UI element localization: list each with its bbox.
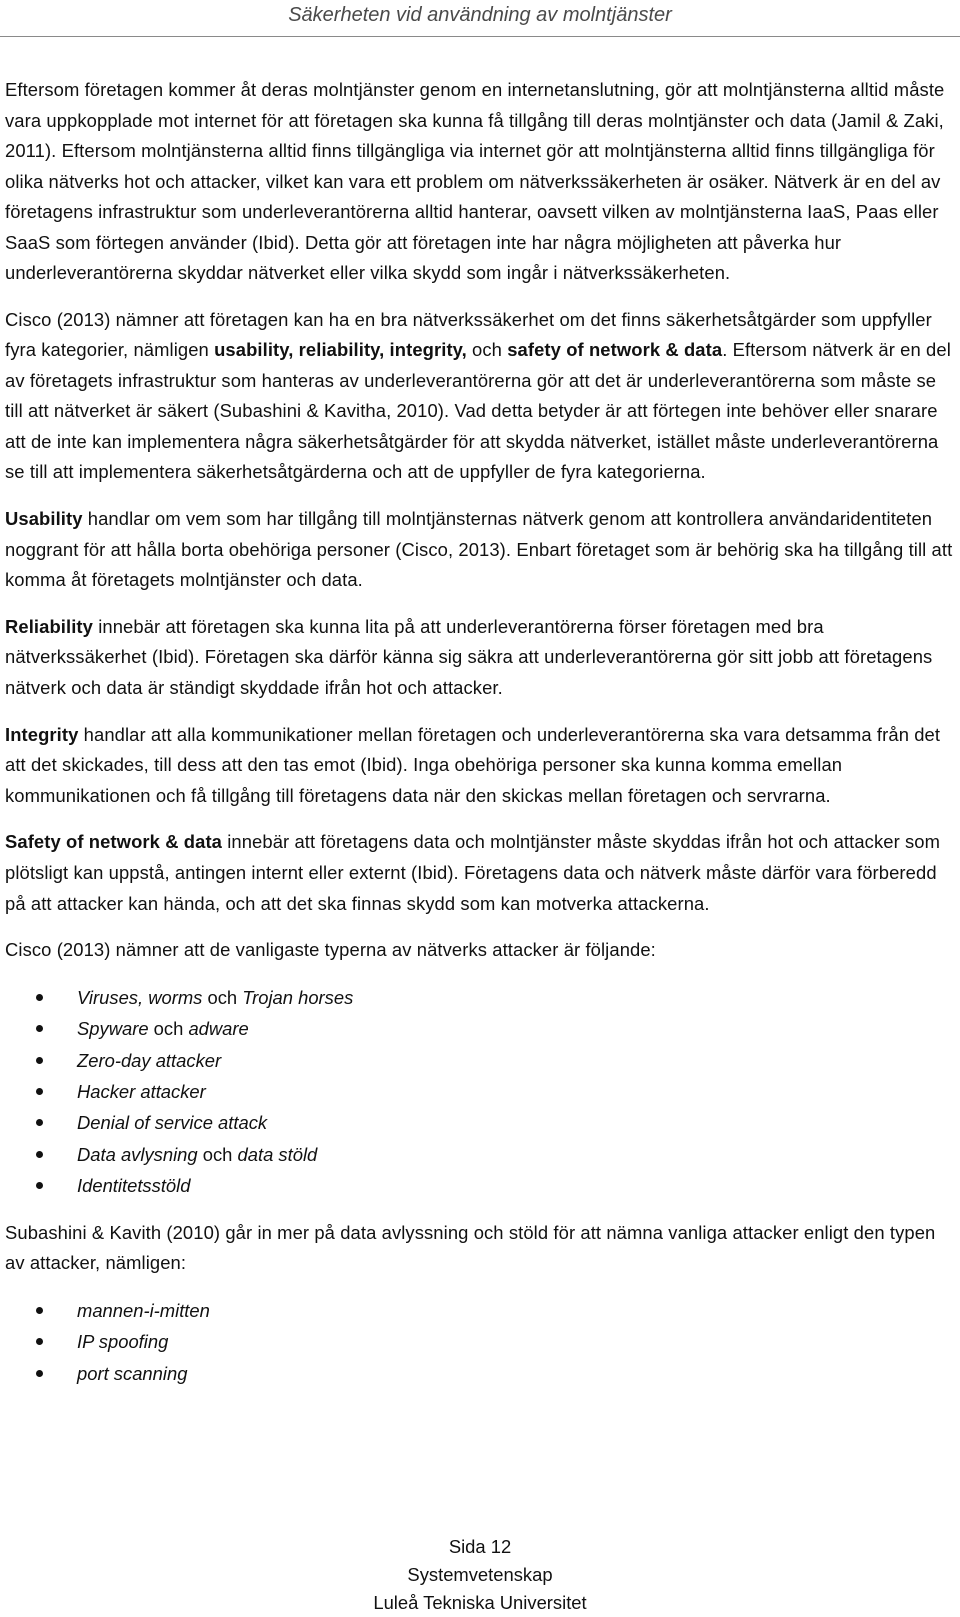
footer-university: Luleå Tekniska Universitet [373, 1592, 587, 1613]
term-reliability: Reliability [5, 615, 93, 637]
list-item: Denial of service attack [5, 1107, 955, 1138]
list-item: mannen-i-mitten [5, 1295, 955, 1326]
list-item: Spyware och adware [5, 1013, 955, 1044]
paragraph-text: handlar om vem som har tillgång till molntjänsternas nätverk genom att kontrollera användaridentiteten noggrant för att hålla borta obehöriga personer (Cisco, 2013). Enbart företaget som är behörig ska ha tillgång till att komma åt företagets molntjänster och data. [5, 508, 953, 591]
paragraph-text: och [466, 339, 508, 361]
list-item: port scanning [5, 1358, 955, 1389]
bold-safety: safety of network & data [507, 339, 723, 361]
term-safety: Safety of network & data [5, 831, 222, 853]
attack-types-list [5, 982, 955, 1202]
paragraph-integrity [5, 720, 955, 812]
interception-attacks-list [5, 1295, 955, 1389]
list-item: Hacker attacker [5, 1076, 955, 1107]
term-usability: Usability [5, 508, 83, 530]
paragraph-text: Eftersom företagen kommer åt deras molntjänster genom en internetanslutning, gör att molntjänsterna alltid måste vara uppkopplade mot internet för att företagen ska kunna få tillgång till deras molntjänster och data (Jamil & Zaki, 2011). Eftersom molntjänsterna alltid finns tillgängliga via internet gör att molntjänsterna alltid finns tillgängliga för olika nätverks hot och attacker, vilket kan vara ett problem om nätverkssäkerheten är osäker. Nätverk är en del av företagens infrastruktur som underleverantörerna alltid hanterar, oavsett vilken av molntjänsterna IaaS, Paas eller SaaS som förtegen använder (Ibid). Detta gör att företagen inte har några möjligheten att påverka hur underleverantörerna skyddar nätverket eller vilka skydd som ingår i nätverkssäkerheten. [5, 79, 945, 283]
running-header: Säkerheten vid användning av molntjänster [288, 4, 672, 26]
paragraph-text: . Eftersom nätverk är en del av företagets infrastruktur som hanteras av underleverantörerna gör att det är underleverantörerna som måste se till att nätverket är säkert (Subashini & Kavitha, 2010). Vad detta betyder är att förtegen inte behöver eller snarare att de inte kan implementera några säkerhetsåtgärder för att skydda nätverket, istället måste underleverantörerna se till att implementera säkerhetsåtgärderna och att de uppfyller de fyra kategorierna. [5, 339, 951, 483]
paragraph-text: handlar att alla kommunikationer mellan företagen och underleverantörerna ska vara detsamma från det att det skickades, till dess att den tas emot (Ibid). Inga obehöriga personer ska kunna komma emellan kommunikationen och få tillgång till företagens data när den skickas mellan företagen och servrarna. [5, 723, 941, 806]
list-item: Data avlysning och data stöld [5, 1139, 955, 1170]
paragraph-text: innebär att företagens data och molntjänster måste skyddas ifrån hot och attacker som plötsligt kan uppstå, antingen internt eller externt (Ibid). Företagens data och nätverk måste därför vara förberedd på att attacker kan hända, och att det ska finnas skydd som kan motverka attackerna. [5, 831, 941, 914]
header-rule [0, 36, 960, 37]
list-item: IP spoofing [5, 1326, 955, 1357]
list-item: Zero-day attacker [5, 1045, 955, 1076]
page-number: Sida 12 [448, 1536, 512, 1557]
footer-department: Systemvetenskap [407, 1564, 553, 1585]
paragraph-network-exposure [5, 75, 955, 289]
list-item: Viruses, worms och Trojan horses [5, 982, 955, 1013]
page-footer [0, 1533, 960, 1617]
body-content [5, 75, 955, 1405]
bold-categories: usability, reliability, integrity, [214, 339, 467, 361]
paragraph-text: Subashini & Kavith (2010) går in mer på data avlyssning och stöld för att nämna vanliga attacker enligt den typen av attacker, nämligen: [5, 1221, 936, 1274]
paragraph-text: Cisco (2013) nämner att företagen kan ha en bra nätverkssäkerhet om det finns säkerhetsåtgärder som uppfyller fyra kategorier, nämligen [5, 308, 932, 361]
paragraph-reliability [5, 612, 955, 704]
paragraph-safety [5, 827, 955, 919]
paragraph-cisco-categories [5, 305, 955, 489]
paragraph-text: Cisco (2013) nämner att de vanligaste typerna av nätverks attacker är följande: [5, 939, 656, 961]
list-item: Identitetsstöld [5, 1170, 955, 1201]
paragraph-text: innebär att företagen ska kunna lita på att underleverantörerna förser företagen med bra nätverkssäkerhet (Ibid). Företagen ska därför känna sig säkra att underleverantörerna gör sitt jobb att företagens nätverk och data är ständigt skyddade ifrån hot och attacker. [5, 615, 933, 699]
term-integrity: Integrity [5, 723, 79, 745]
paragraph-interception-intro [5, 1218, 955, 1279]
paragraph-usability [5, 504, 955, 596]
paragraph-attack-types-intro [5, 935, 955, 966]
